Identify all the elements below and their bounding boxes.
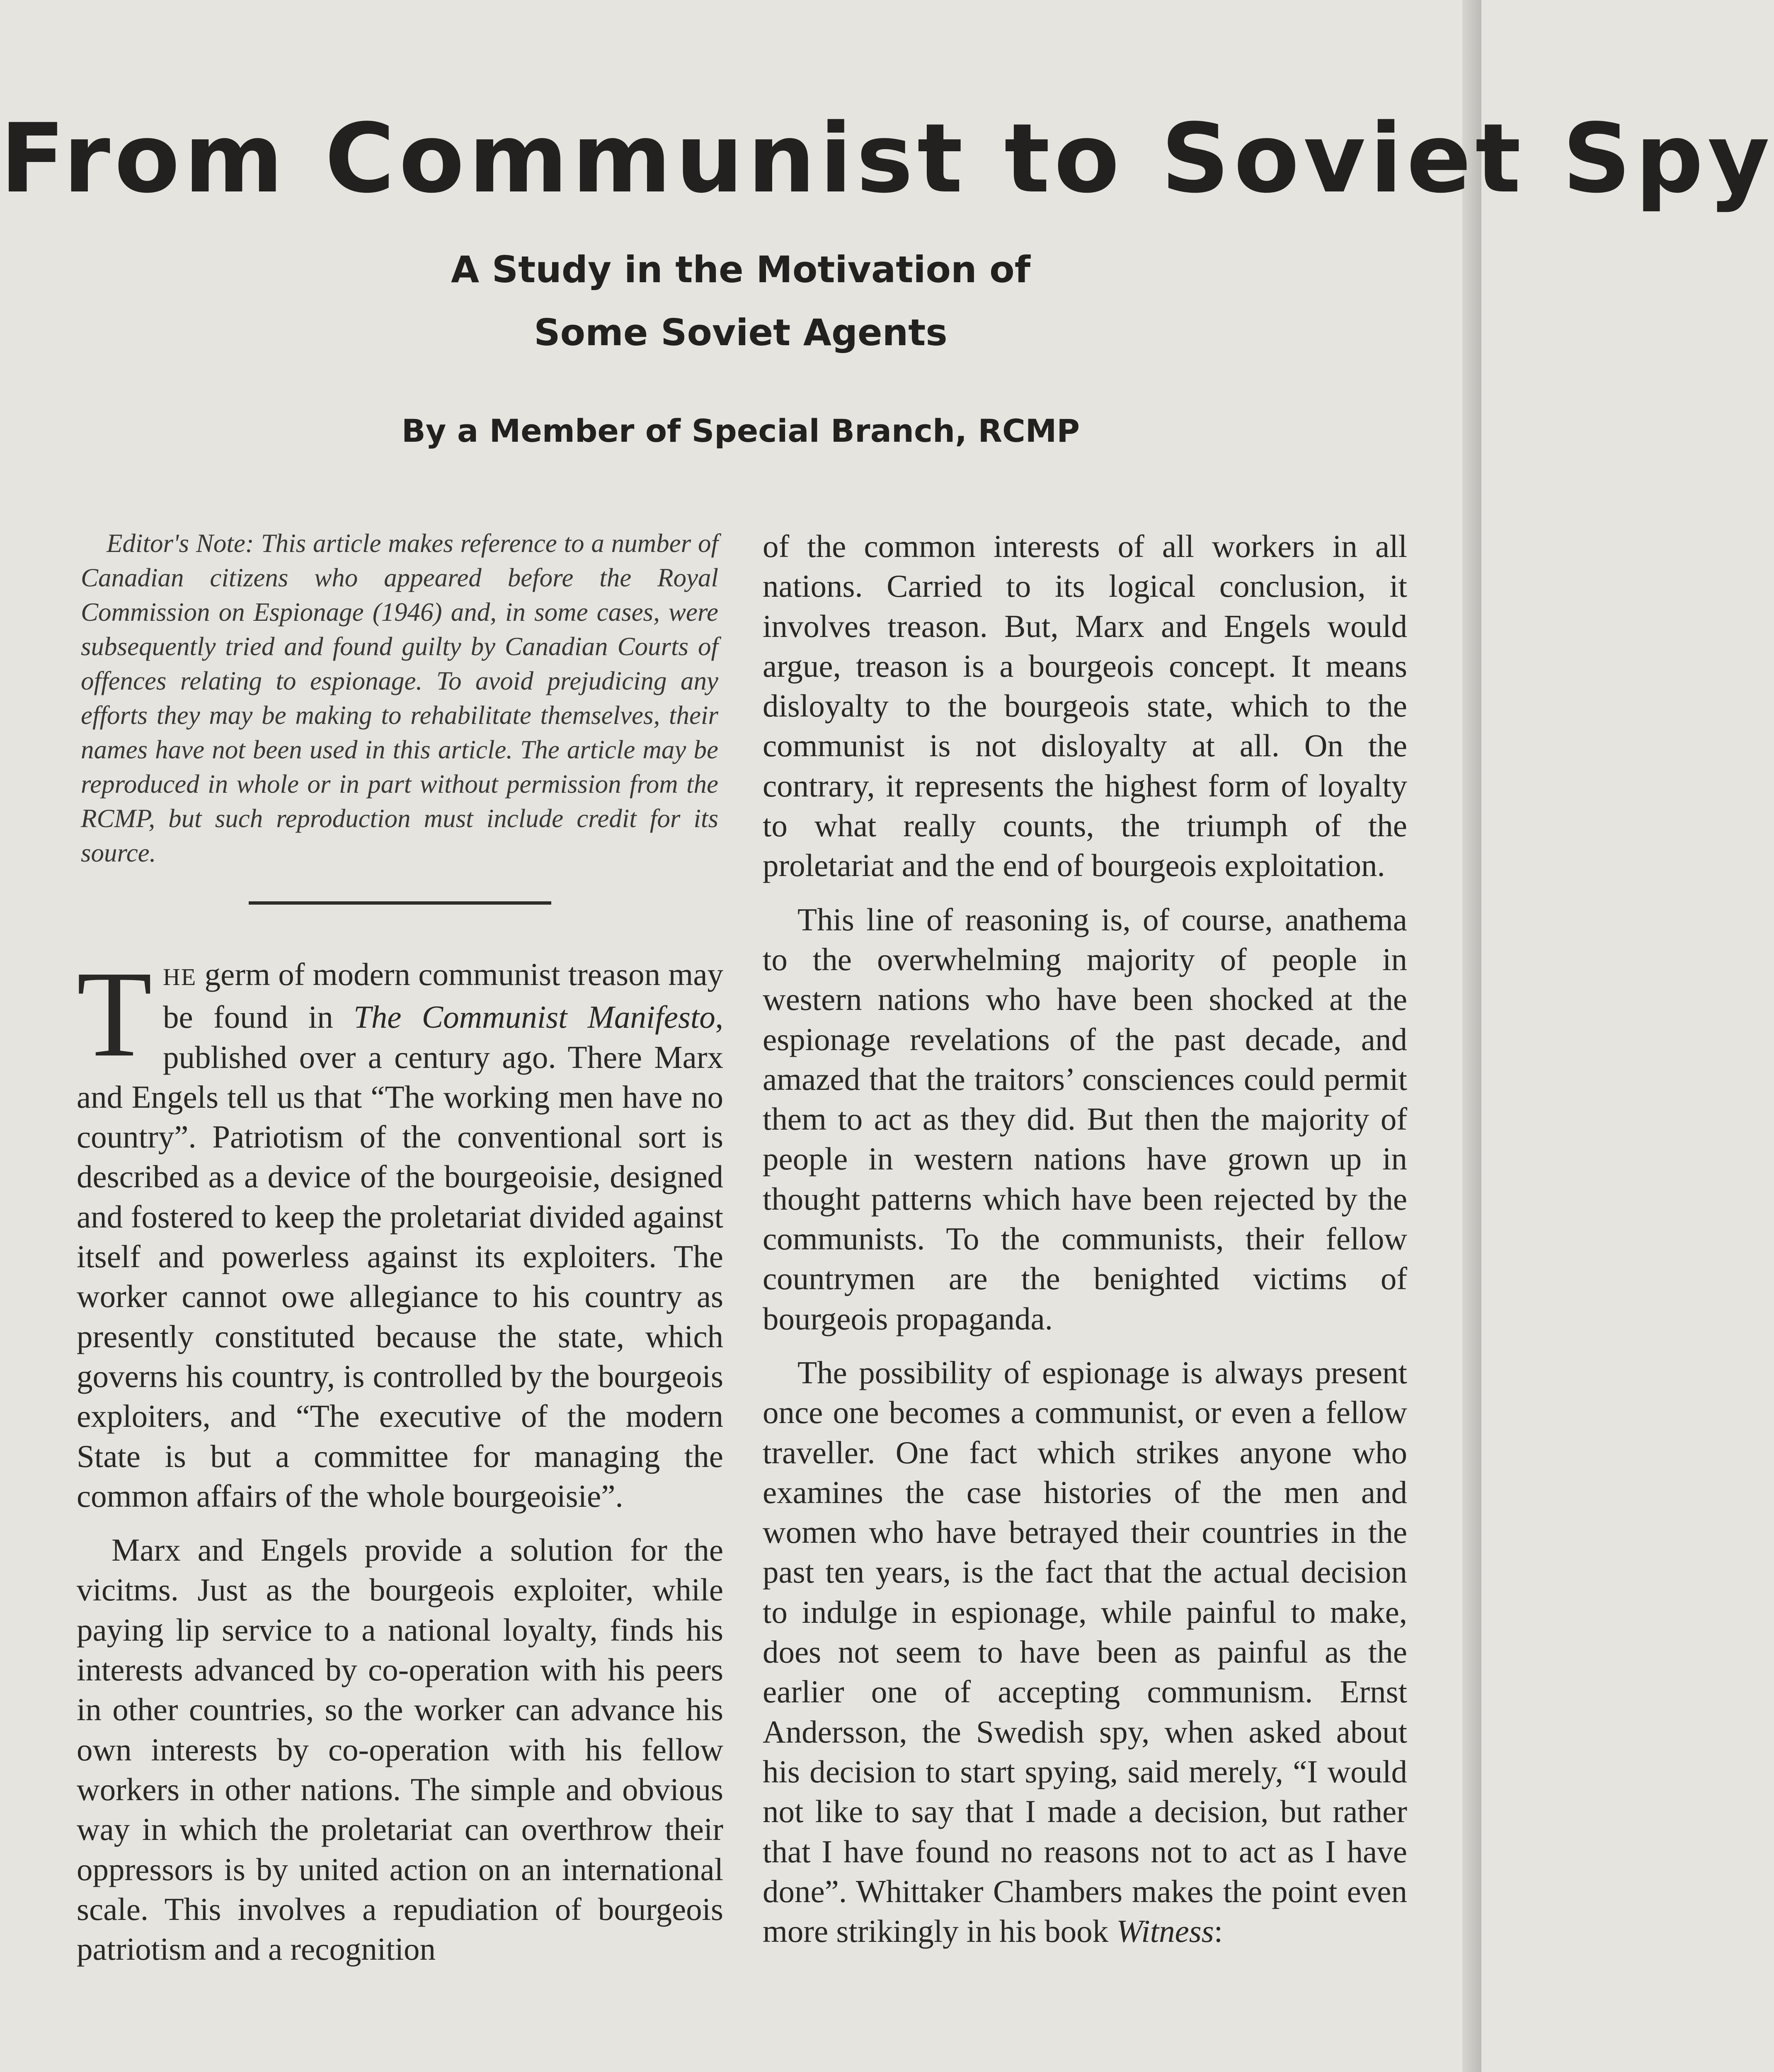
paragraph-1 bbox=[77, 946, 723, 1516]
paragraph-2: Marx and Engels provide a solution for the vicitms. Just as the bourgeois exploiter, while paying lip service to a national loyalty, finds his interests advanced by co-operation with his peers in other countries, so the worker can advance his own interests by co-operation with his fellow workers in other nations. The simple and obvious way in which the proletariat can overthrow their oppressors is by united action on an international scale. This involves a repudiation of bourgeois patriotism and a recognition bbox=[77, 1532, 723, 1967]
subtitle-line-1: A Study in the Motivation of bbox=[451, 248, 1031, 291]
body-text-right bbox=[763, 526, 1407, 1951]
paragraph-5-text-b: : bbox=[1214, 1913, 1223, 1949]
body-text-left bbox=[77, 946, 723, 1969]
section-divider bbox=[249, 901, 551, 905]
witness-title: Witness bbox=[1116, 1913, 1214, 1949]
right-column bbox=[763, 526, 1407, 1951]
small-caps-lead: HE bbox=[163, 963, 197, 990]
paragraph-5 bbox=[763, 1353, 1407, 1951]
paragraph-5-text-a: The possibility of espionage is always present once one becomes a communist, or even a fellow traveller. One fact which strikes anyone who examines the case histories of the men and women who have betrayed their countries in the past ten years, is the fact that the actual decision to indulge in espionage, while painful to make, does not seem to have been as painful as the earlier one of accepting communism. Ernst Andersson, the Swedish spy, when asked about his decision to start spying, said merely, “I would not like to say that I made a decision, but rather that I have found no reasons not to act as I have done”. Whittaker Chambers makes the point even more strikingly in his book bbox=[763, 1354, 1407, 1949]
paragraph-1-text-a: germ of modern communist treason may be found in bbox=[163, 956, 723, 1035]
manifesto-title: The Communist Manifesto bbox=[353, 999, 715, 1035]
article-subtitle bbox=[0, 238, 1481, 364]
paragraph-4: This line of reasoning is, of course, anathema to the overwhelming majority of people in western nations who have been shocked at the espionage revelations of the past decade, and amazed that the traitors’ consciences could permit them to act as they did. But then the majority of people in western nations have grown up in thought patterns which have been rejected by the communists. To the communists, their fellow countrymen are the benighted victims of bourgeois propaganda. bbox=[763, 901, 1407, 1336]
byline: By a Member of Special Branch, RCMP bbox=[401, 412, 1080, 449]
drop-cap: T bbox=[77, 946, 153, 1082]
paragraph-3: of the common interests of all workers in all nations. Carried to its logical conclusion, it involves treason. But, Marx and Engels would argue, treason is a bourgeois concept. It means disloyalty to the bourgeois state, which to the communist is not disloyalty at all. On the contrary, it represents the highest form of loyalty to what really counts, the triumph of the proletariat and the end of bourgeois exploitation. bbox=[763, 528, 1407, 884]
subtitle-line-2: Some Soviet Agents bbox=[534, 311, 948, 354]
paragraph-1-text-b: , published over a century ago. There Marx and Engels tell us that “The working men have no country”. Patriotism of the conventional sort is described as a device of the bourgeoisie, designed and fostered to keep the proletariat divided against itself and powerless against its exploiters. The worker cannot owe allegiance to his country as presently constituted because the state, which governs his country, is controlled by the bourgeois exploiters, and “The executive of the modern State is but a committee for managing the common affairs of the whole bourgeoisie”. bbox=[77, 999, 723, 1514]
editor-note: Editor's Note: This article makes reference to a number of Canadian citizens who appeared before the Royal Commission on Espionage (1946) and, in some cases, were subsequently tried and found guilty by Canadian Courts of offences relating to espionage. To avoid prejudicing any efforts they may be making to rehabilitate themselves, their names have not been used in this article. The article may be reproduced in whole or in part without permission from the RCMP, but such reproduction must include credit for its source. bbox=[81, 529, 718, 867]
left-column bbox=[77, 526, 723, 1969]
article-title: From Communist to Soviet Spy bbox=[0, 104, 1774, 214]
